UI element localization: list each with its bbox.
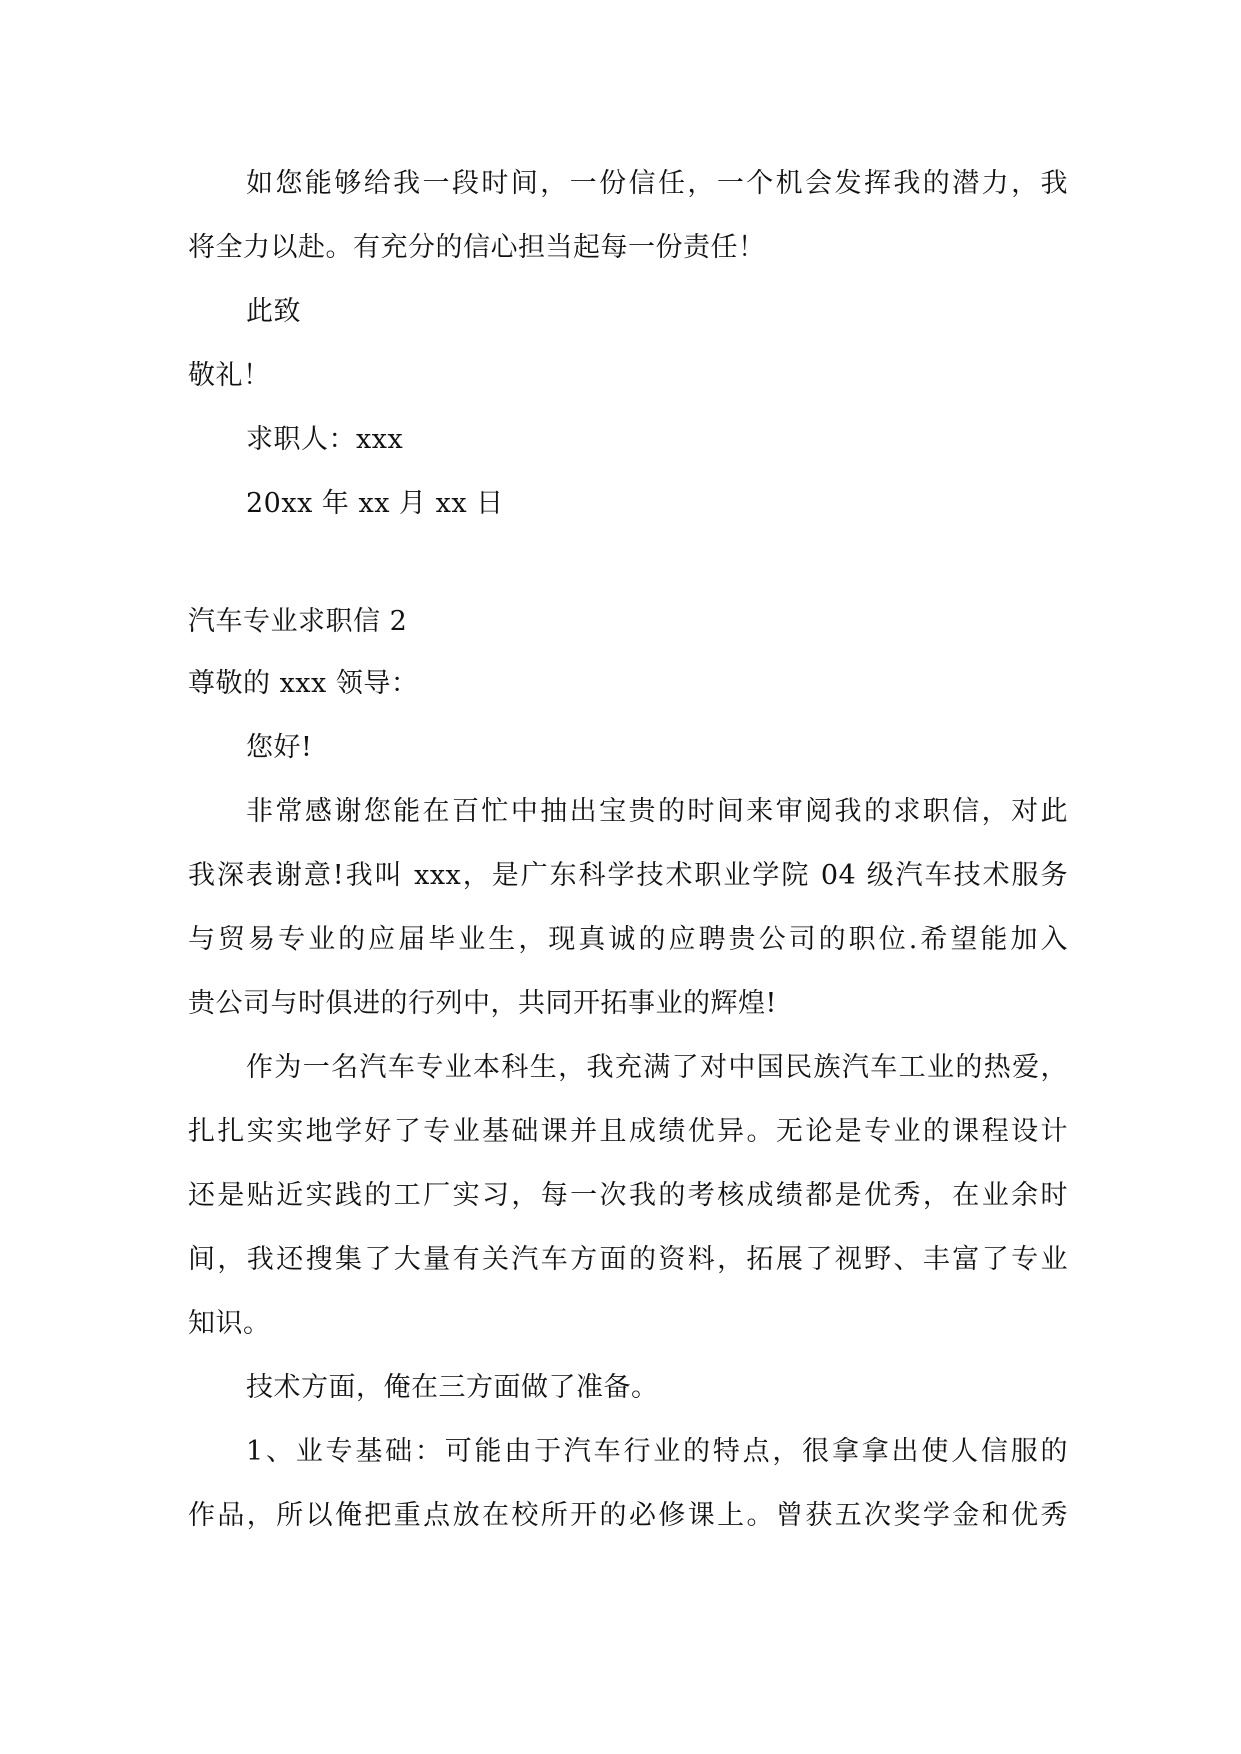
- closing-paragraph-line-1: 如您能够给我一段时间，一份信任，一个机会发挥我的潜力，我: [246, 168, 1068, 199]
- paragraph-2-line-2: 扎扎实实地学好了专业基础课并且成绩优异。无论是专业的课程设计: [188, 1116, 1068, 1147]
- paragraph-1-line-3: 与贸易专业的应届毕业生，现真诚的应聘贵公司的职位.希望能加入: [188, 924, 1068, 955]
- letter-greeting: 尊敬的 xxx 领导：: [188, 668, 419, 699]
- paragraph-2-line-3: 还是贴近实践的工厂实习，每一次我的考核成绩都是优秀，在业余时: [188, 1180, 1068, 1211]
- paragraph-4-line-1: 1、业专基础：可能由于汽车行业的特点，很拿拿出使人信服的: [246, 1436, 1068, 1467]
- paragraph-1-line-1: 非常感谢您能在百忙中抽出宝贵的时间来审阅我的求职信，对此: [246, 796, 1068, 827]
- paragraph-1-line-2: 我深表谢意!我叫 xxx，是广东科学技术职业学院 04 级汽车技术服务: [188, 860, 1068, 891]
- paragraph-4-line-2: 作品，所以俺把重点放在校所开的必修课上。曾获五次奖学金和优秀: [188, 1500, 1068, 1531]
- paragraph-2-line-4: 间，我还搜集了大量有关汽车方面的资料，拓展了视野、丰富了专业: [188, 1244, 1068, 1275]
- closing-paragraph-line-2: 将全力以赴。有充分的信心担当起每一份责任！: [188, 232, 766, 263]
- salutation-close: 此致: [246, 296, 301, 327]
- applicant-signature: 求职人：xxx: [246, 424, 404, 455]
- letter-title: 汽车专业求职信 2: [188, 606, 408, 637]
- letter-date: 20xx 年 xx 月 xx 日: [246, 488, 504, 519]
- letter-hello: 您好!: [246, 732, 313, 763]
- paragraph-1-line-4: 贵公司与时俱进的行列中，共同开拓事业的辉煌!: [188, 988, 777, 1019]
- paragraph-2-line-5: 知识。: [188, 1308, 271, 1339]
- regards: 敬礼！: [188, 360, 271, 391]
- paragraph-2-line-1: 作为一名汽车专业本科生，我充满了对中国民族汽车工业的热爱，: [246, 1052, 1068, 1083]
- paragraph-3: 技术方面，俺在三方面做了准备。: [246, 1372, 659, 1403]
